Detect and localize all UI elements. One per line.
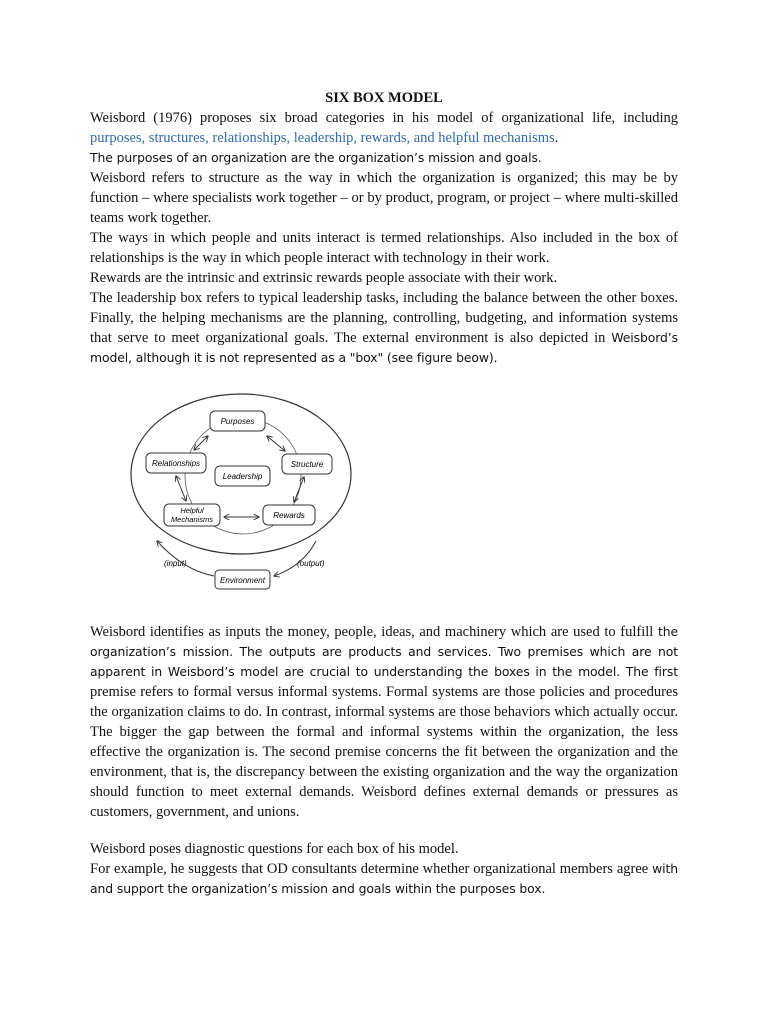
example-tail: with and support the organization’s mission and goals within the purposes box. [90, 861, 678, 896]
paragraph-inputs [90, 622, 678, 822]
arrow-purposes-relationships [194, 436, 208, 450]
categories-link[interactable]: purposes, structures, relationships, leadership, rewards, and helpful mechanisms [90, 130, 555, 146]
inputs-text: Weisbord identifies as inputs the money, people, ideas, and machinery which are used to fulfill [90, 624, 654, 640]
environment-label: Environment [220, 576, 265, 585]
structure-label: Structure [290, 460, 324, 469]
helpful-label: Helpful [180, 506, 204, 515]
intro-text: Weisbord (1976) proposes six broad categories in his model of organizational life, including [90, 110, 678, 126]
relationships-label: Relationships [151, 459, 201, 468]
mechanisms-label: Mechanisms [170, 515, 214, 524]
six-box-svg [128, 390, 358, 590]
paragraph-rewards: Rewards are the intrinsic and extrinsic rewards people associate with their work. [90, 270, 558, 286]
six-box-diagram [128, 390, 358, 590]
leadership-label: Leadership [222, 472, 263, 481]
paragraph-intro [90, 108, 678, 148]
arrow-purposes-structure [267, 436, 285, 451]
arrow-relationships-helpful [176, 476, 186, 501]
purposes-label: Purposes [220, 417, 255, 426]
environment-note: Weisbord’s model, although it is not represented as a "box" (see figure beow). [90, 330, 678, 365]
document-lower [90, 622, 678, 899]
intro-period: . [554, 130, 559, 146]
paragraph-leadership [90, 288, 678, 368]
input-label: (input) [164, 559, 187, 568]
paragraph-purposes: The purposes of an organization are the organization’s mission and goals. [90, 150, 542, 165]
arrow-structure-rewards [294, 477, 304, 502]
paragraph-diagnostic: Weisbord poses diagnostic questions for each box of his model. [90, 841, 459, 857]
paragraph-example [90, 859, 678, 899]
output-label: (output) [297, 559, 325, 568]
example-text: For example, he suggests that OD consultants determine whether organizational members agree [90, 861, 649, 877]
document-title: SIX BOX MODEL [325, 90, 443, 106]
outputs-text: the organization’s mission. The outputs are products and services. Two premises which are not apparent in Weisbord’s model are crucial to understanding the boxes in the model. The first [90, 624, 678, 679]
rewards-label: Rewards [273, 511, 305, 520]
document-upper [90, 88, 678, 368]
leadership-text: The leadership box refers to typical leadership tasks, including the balance between the other boxes. Finally, the helping mechanisms are the planning, controlling, budgeting, and information systems that serve to meet organizational goals. The external environment is also depicted in [90, 290, 678, 346]
paragraph-relationships: The ways in which people and units interact is termed relationships. Also included in the box of relationships is the way in which people interact with technology in their work. [90, 230, 678, 266]
premises-text: premise refers to formal versus informal systems. Formal systems are those policies and procedures the organization claims to do. In contrast, informal systems are those behaviors which actually occur. The bigger the gap between the formal and informal systems within the organization, the less effective the organization is. The second premise concerns the fit between the organization and the environment, that is, the discrepancy between the existing organization and the way the organization should function to meet external demands. Weisbord defines external demands or pressures as customers, government, and unions. [90, 684, 678, 820]
paragraph-structure: Weisbord refers to structure as the way in which the organization is organized; this may be by function – where specialists work together – or by product, program, or project – where multi-skilled teams work together. [90, 170, 678, 226]
